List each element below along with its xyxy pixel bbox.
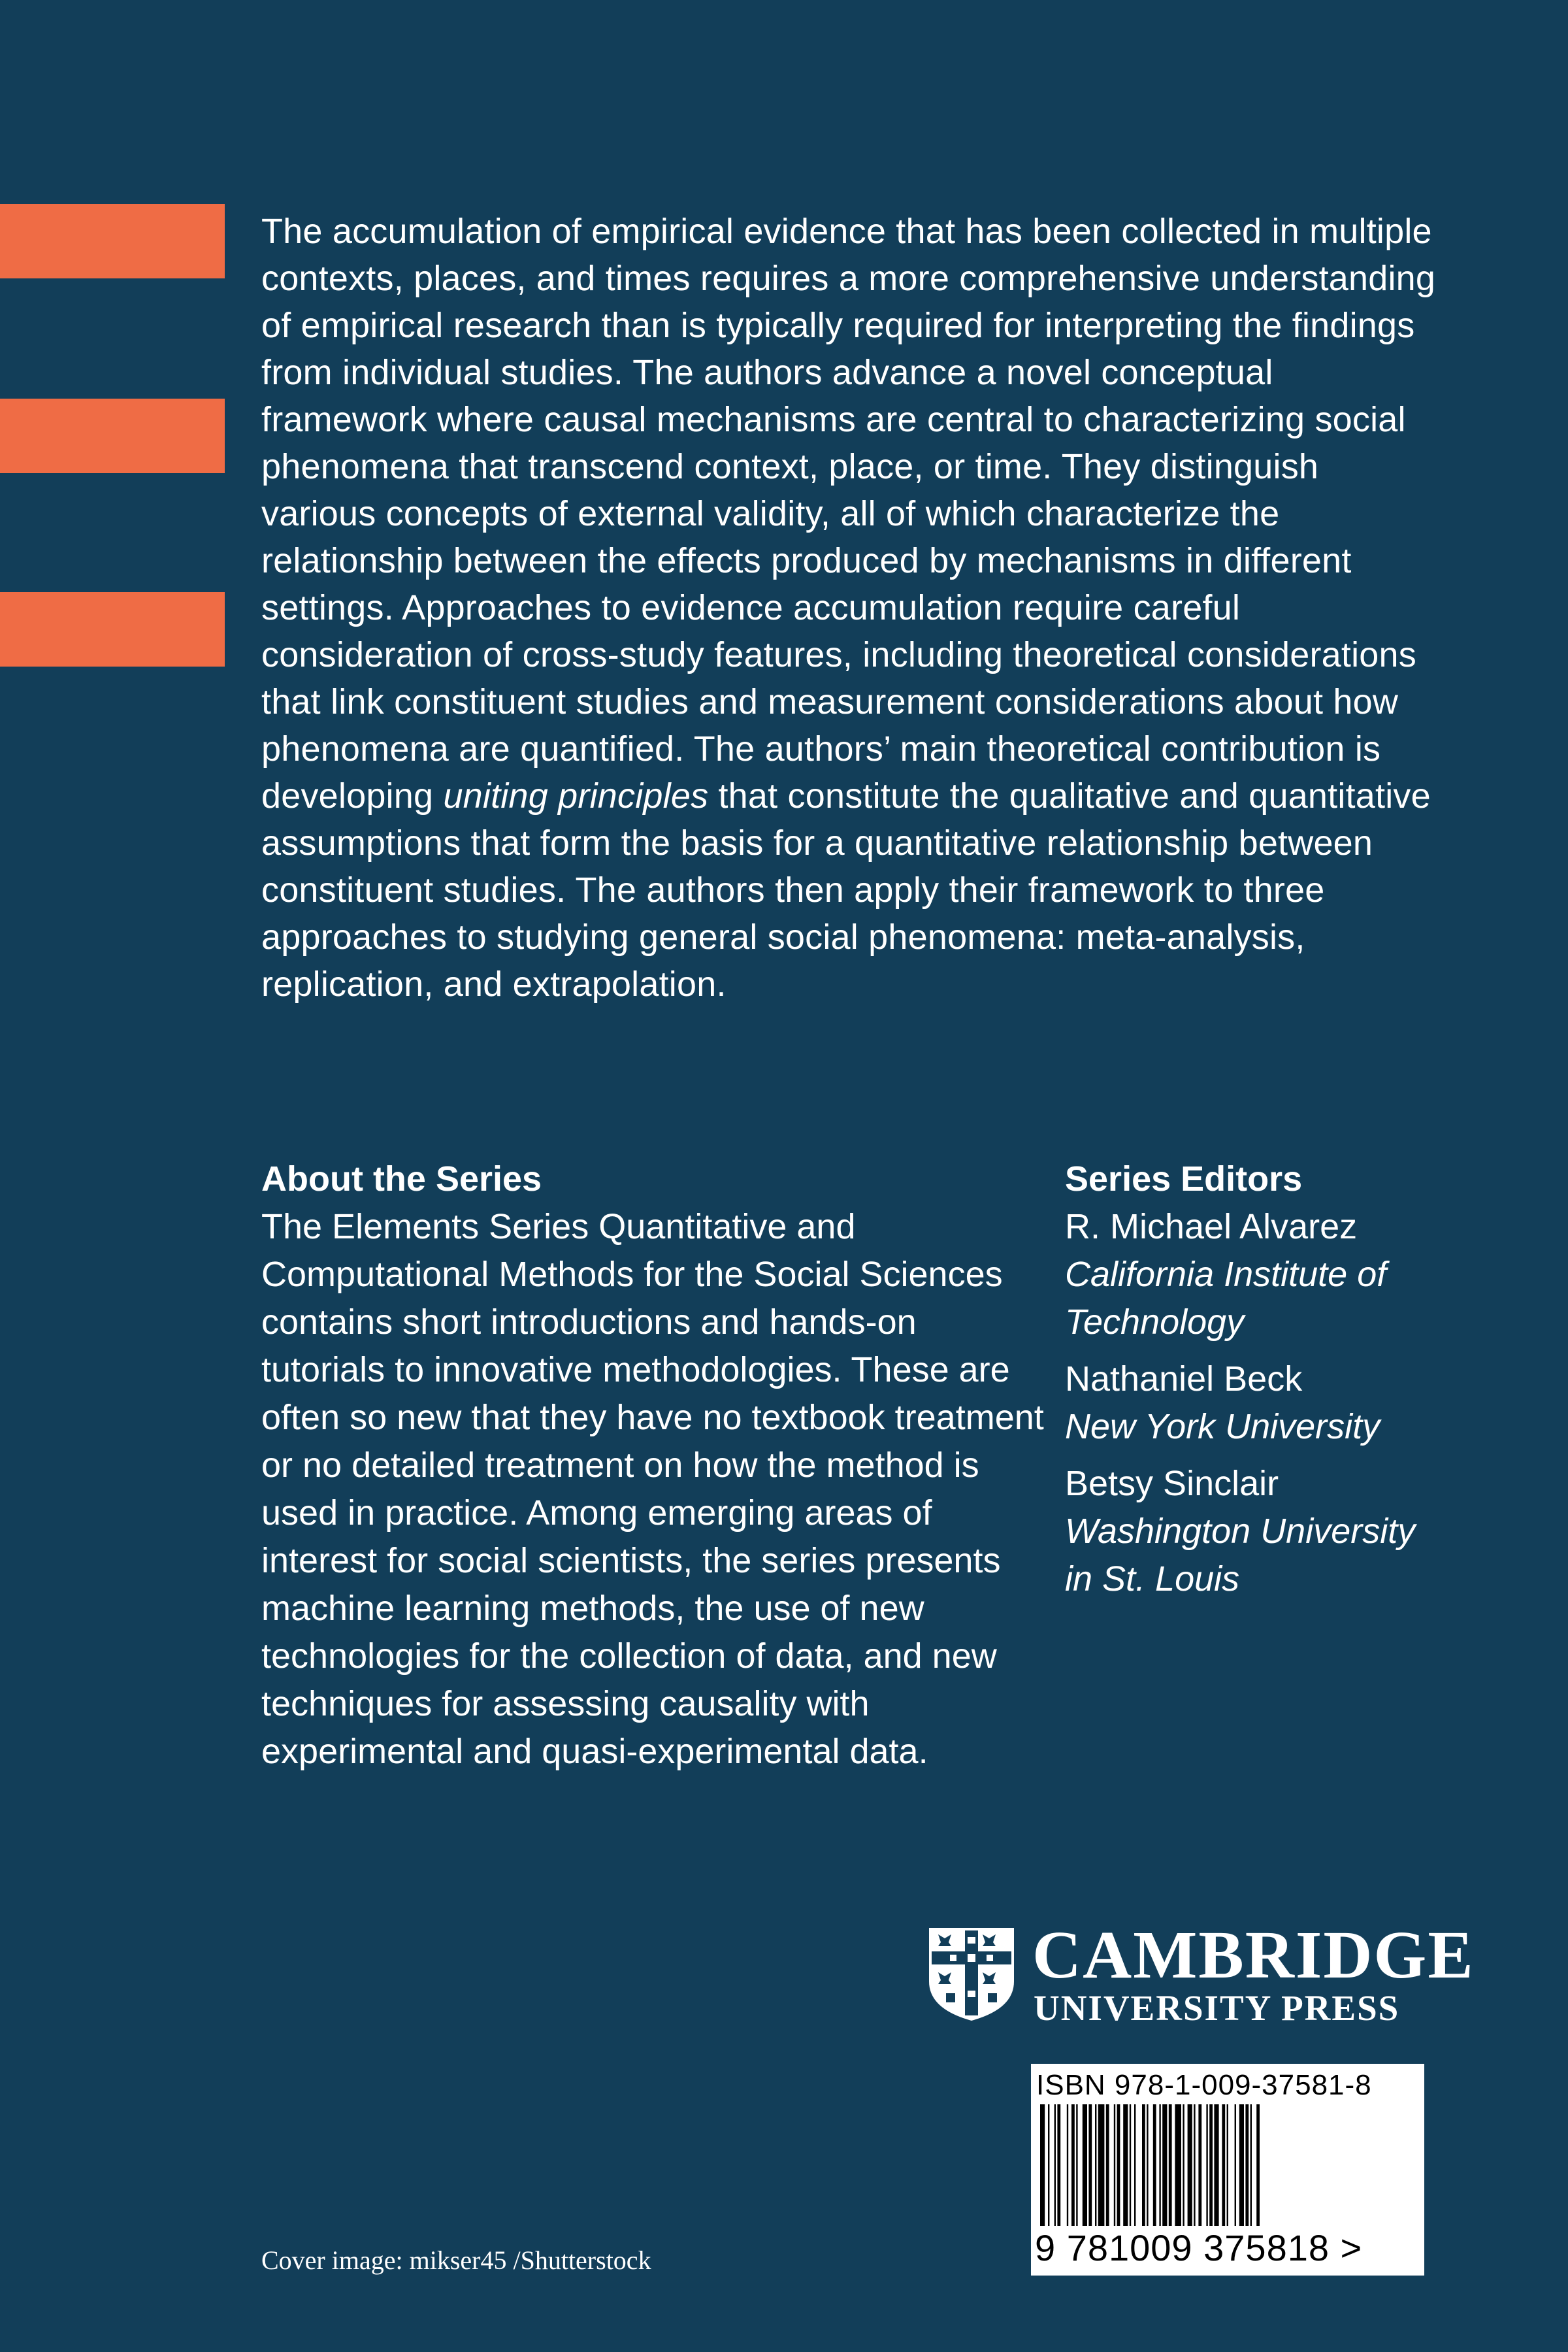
cover-image-credit: Cover image: mikser45 /Shutterstock: [261, 2245, 651, 2275]
barcode-bar: [1067, 2104, 1068, 2226]
editor-entry: [1065, 1203, 1431, 1346]
barcode-bar: [1175, 2104, 1181, 2226]
about-series-heading: About the Series: [261, 1159, 542, 1199]
about-series-body: The Elements Series Quantitative and Computational Methods for the Social Sciences contains short introductions and hands-on tutorials to innovative methodologies. These are often so new that they have no textbook treatment or no detailed treatment on how the method is used in practice. Among emerging areas of interest for social scientists, the series presents machine learning methods, the use of new technologies for the collection of data, and new techniques for assessing causality with experimental and quasi-experimental data.: [261, 1207, 1044, 1771]
barcode-bar: [1235, 2104, 1236, 2226]
editor-institution: California Institute of Technology: [1065, 1255, 1387, 1342]
barcode-bar: [1098, 2104, 1105, 2226]
book-blurb: [261, 208, 1437, 1008]
barcode-bar: [1095, 2104, 1096, 2226]
barcode-bars: [1036, 2104, 1419, 2226]
editor-name: Nathaniel Beck: [1065, 1359, 1303, 1399]
cambridge-crest-icon: [926, 1925, 1017, 2023]
blurb-text-part1: The accumulation of empirical evidence that has been collected in multiple contexts, places, and times requires a more comprehensive understanding of empirical research than is typically required for interpreting the findings from individual studies. The authors advance a novel conceptual framework where causal mechanisms are central to characterizing social phenomena that transcend context, place, or time. They distinguish various concepts of external validity, all of which characterize the relationship between the effects produced by mechanisms in different settings. Approaches to evidence accumulation require careful consideration of cross-study features, including theoretical considerations that link constituent studies and measurement considerations about how phenomena are quantified. The authors’ main theoretical contribution is developing: [261, 212, 1436, 816]
isbn-label: ISBN 978-1-009-37581-8: [1036, 2069, 1372, 2101]
barcode-bar: [1057, 2104, 1060, 2226]
barcode-digits: 9 781009 375818 >: [1035, 2227, 1363, 2268]
barcode-bar: [1206, 2104, 1207, 2226]
barcode-bar: [1256, 2104, 1260, 2226]
barcode-bar: [1183, 2104, 1184, 2226]
editor-name: Betsy Sinclair: [1065, 1464, 1279, 1503]
barcode-bar: [1076, 2104, 1077, 2226]
accent-bar-bottom: [0, 592, 225, 667]
about-series-section: [261, 1155, 1045, 1776]
barcode-bar: [1239, 2104, 1244, 2226]
barcode-bar: [1250, 2104, 1252, 2226]
barcode-bar: [1083, 2104, 1087, 2226]
publisher-subname: UNIVERSITY PRESS: [1034, 1988, 1400, 2028]
barcode-bar: [1117, 2104, 1120, 2226]
series-editors-section: [1065, 1155, 1431, 1612]
accent-bar-middle: [0, 399, 225, 473]
editor-institution: Washington University in St. Louis: [1065, 1512, 1416, 1598]
barcode-bar: [1214, 2104, 1218, 2226]
barcode-bar: [1134, 2104, 1135, 2226]
editor-name: R. Michael Alvarez: [1065, 1207, 1358, 1246]
barcode-bar: [1227, 2104, 1228, 2226]
barcode-bar: [1198, 2104, 1201, 2226]
barcode-bar: [1188, 2104, 1192, 2226]
publisher-logo: [926, 1917, 1475, 2028]
barcode-bar: [1162, 2104, 1167, 2226]
blurb-text-part2: that constitute the qualitative and quantitative assumptions that form the basis for a quantitative relationship between constituent studies. The authors then apply their framework to three approaches to studying general social phenomena: meta-analysis, replication, and extrapolation.: [261, 776, 1431, 1004]
editor-entry: [1065, 1355, 1431, 1451]
barcode-bar: [1048, 2104, 1049, 2226]
barcode-bar: [1054, 2104, 1056, 2226]
series-editors-heading: Series Editors: [1065, 1159, 1303, 1199]
accent-bar-top: [0, 204, 225, 278]
barcode-bar: [1106, 2104, 1109, 2226]
barcode-bar: [1159, 2104, 1160, 2226]
barcode-bar: [1071, 2104, 1075, 2226]
barcode-bar: [1169, 2104, 1172, 2226]
barcode-bar: [1245, 2104, 1249, 2226]
barcode-bar: [1040, 2104, 1045, 2226]
barcode-bar: [1114, 2104, 1115, 2226]
barcode-bar: [1147, 2104, 1148, 2226]
barcode-bar: [1222, 2104, 1225, 2226]
publisher-name: CAMBRIDGE: [1032, 1917, 1475, 1993]
barcode-bar: [1130, 2104, 1131, 2226]
barcode-bar: [1123, 2104, 1128, 2226]
barcode-bar: [1194, 2104, 1195, 2226]
barcode-bar: [1088, 2104, 1092, 2226]
isbn-barcode: [1031, 2064, 1424, 2276]
editor-institution: New York University: [1065, 1407, 1380, 1446]
barcode-bar: [1209, 2104, 1213, 2226]
blurb-emphasis: uniting principles: [443, 776, 709, 816]
editor-entry: [1065, 1460, 1431, 1603]
barcode-bar: [1153, 2104, 1156, 2226]
barcode-bar: [1142, 2104, 1145, 2226]
